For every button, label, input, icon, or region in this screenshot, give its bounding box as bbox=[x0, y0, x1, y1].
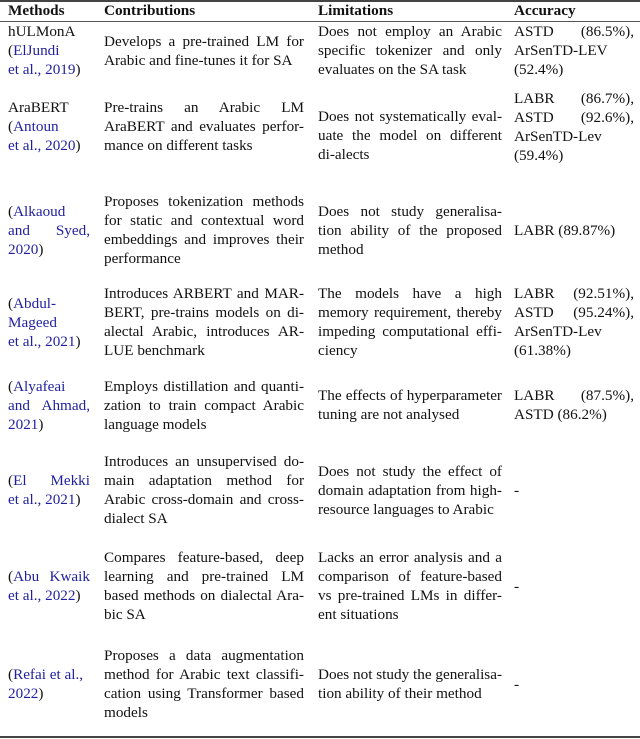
header-contributions: Contributions bbox=[104, 2, 196, 19]
method-cell: (Abu Kwaik et al., 2022) bbox=[8, 568, 90, 604]
citation-link[interactable]: et al., 2021 bbox=[8, 491, 76, 508]
accuracy-value: - bbox=[514, 675, 520, 693]
table-row bbox=[0, 634, 640, 734]
header-methods: Methods bbox=[8, 2, 65, 19]
header-accuracy: Accuracy bbox=[514, 2, 576, 19]
limitation-text: Lacks an error analysis and a comparison of feature-based vs pre-trained LMs in differ-ent situations bbox=[318, 549, 502, 623]
citation-link[interactable]: and bbox=[8, 396, 30, 414]
accuracy-cell bbox=[514, 184, 634, 276]
citation-link[interactable]: et al., 2022 bbox=[8, 587, 76, 604]
limitation-cell bbox=[318, 368, 502, 442]
accuracy-dataset: ASTD bbox=[514, 23, 554, 40]
contribution-cell bbox=[104, 22, 304, 80]
contribution-text: Pre-trains an Arabic LM AraBERT and evaluates perfor-mance on different tasks bbox=[104, 99, 304, 154]
citation-link[interactable]: Antoun bbox=[13, 118, 59, 135]
citation-link[interactable]: Refai et al., bbox=[13, 666, 84, 683]
citation-link[interactable]: Abdul- bbox=[13, 294, 57, 312]
contribution-cell bbox=[104, 442, 304, 538]
accuracy-value: (86.7%), bbox=[580, 90, 634, 107]
limitation-text: The models have a high memory requirement, thereby impeding computational effi-ciency bbox=[318, 285, 502, 359]
citation-link[interactable]: 2022 bbox=[8, 685, 39, 702]
method-cell: (Refai et al., 2022) bbox=[8, 666, 84, 702]
accuracy-cell bbox=[514, 368, 634, 442]
limitation-cell bbox=[318, 442, 502, 538]
contribution-cell bbox=[104, 634, 304, 734]
limitation-text: The effects of hyperparameter tuning are not analysed bbox=[318, 387, 502, 423]
table-row bbox=[0, 22, 640, 90]
citation-link[interactable]: et al., 2019 bbox=[8, 61, 76, 78]
citation-link[interactable]: Kwaik bbox=[49, 568, 90, 585]
limitation-cell bbox=[318, 184, 502, 276]
contribution-cell bbox=[104, 184, 304, 276]
limitation-cell bbox=[318, 22, 502, 80]
method-cell: (Alkaoud and Syed, 2020) bbox=[8, 202, 90, 258]
accuracy-cell bbox=[514, 22, 634, 80]
table-row bbox=[0, 368, 640, 442]
table-row bbox=[0, 276, 640, 368]
header-limitations: Limitations bbox=[318, 2, 394, 19]
citation-link[interactable]: Alkaoud bbox=[13, 202, 66, 220]
accuracy-cell bbox=[514, 442, 634, 538]
citation-link[interactable]: 2021 bbox=[8, 415, 39, 433]
limitation-text: Does not study the effect of domain adaptation from high-resource languages to Arabic bbox=[318, 462, 502, 518]
accuracy-dataset: LABR bbox=[514, 387, 555, 404]
citation-link[interactable]: Ahmad, bbox=[41, 396, 90, 414]
method-cell: AraBERT (Antoun et al., 2020) bbox=[8, 90, 90, 192]
accuracy-cell bbox=[514, 89, 634, 167]
contribution-text: Employs distillation and quanti-zation to train compact Arabic language models bbox=[104, 377, 304, 433]
limitation-cell bbox=[318, 276, 502, 368]
accuracy-value: - bbox=[514, 481, 520, 499]
citation-link[interactable]: Alyafeai bbox=[13, 377, 66, 395]
citation-link[interactable]: et al., 2020 bbox=[8, 137, 76, 154]
accuracy-dataset: ArSenTD-Lev bbox=[514, 128, 602, 145]
bottom-rule bbox=[0, 736, 640, 738]
accuracy-cell bbox=[514, 634, 634, 734]
table-row bbox=[0, 538, 640, 634]
citation-link[interactable]: 2020 bbox=[8, 240, 39, 258]
table-row bbox=[0, 90, 640, 184]
citation-link[interactable]: Syed, bbox=[55, 221, 90, 239]
limitation-cell bbox=[318, 634, 502, 734]
accuracy-value: (61.38%) bbox=[514, 342, 571, 359]
accuracy-cell bbox=[514, 538, 634, 634]
limitation-text: Does not systematically eval-uate the model on different di-alects bbox=[318, 108, 502, 163]
contribution-text: Introduces an unsupervised do-main adaptation method for Arabic cross-domain and cross-dialect SA bbox=[104, 453, 304, 527]
table-row bbox=[0, 184, 640, 276]
citation-link[interactable]: ElJundi bbox=[13, 42, 60, 59]
accuracy-value: (52.4%) bbox=[514, 61, 564, 78]
citation-link[interactable]: Mageed bbox=[8, 313, 57, 331]
accuracy-dataset: ASTD bbox=[514, 109, 554, 126]
accuracy-dataset: ASTD bbox=[514, 304, 554, 321]
limitation-text: Does not study the generalisa-tion ability of their method bbox=[318, 666, 502, 702]
contribution-text: Proposes a data augmentation method for Arabic text classifi-cation using Transformer based models bbox=[104, 647, 304, 721]
accuracy-dataset: LABR bbox=[514, 285, 555, 302]
contribution-text: Compares feature-based, deep learning and pre-trained LM based methods on dialectal Ara-bic SA bbox=[104, 549, 304, 623]
accuracy-value: (86.5%), bbox=[580, 23, 634, 40]
method-cell: (Alyafeai and Ahmad, 2021) bbox=[8, 377, 90, 433]
limitation-cell bbox=[318, 538, 502, 634]
contribution-cell bbox=[104, 276, 304, 368]
method-cell: (El Mekki et al., 2021) bbox=[8, 472, 90, 508]
accuracy-value: LABR (89.87%) bbox=[514, 221, 616, 239]
contribution-cell bbox=[104, 98, 304, 156]
citation-link[interactable]: et al., 2021 bbox=[8, 332, 76, 350]
accuracy-value: (92.51%), bbox=[573, 285, 634, 302]
method-name: hULMonA bbox=[8, 23, 76, 40]
method-name: AraBERT bbox=[8, 99, 69, 116]
accuracy-dataset: ArSenTD-LEV bbox=[514, 42, 608, 59]
accuracy-value: (92.6%), bbox=[580, 109, 634, 126]
method-cell: (Abdul- Mageed et al., 2021) bbox=[8, 294, 81, 350]
accuracy-value: (59.4%) bbox=[514, 147, 564, 164]
contribution-cell bbox=[104, 538, 304, 634]
contribution-text: Develops a pre-trained LM for Arabic and fine-tunes it for SA bbox=[104, 33, 304, 69]
accuracy-dataset: ArSenTD-Lev bbox=[514, 323, 602, 340]
accuracy-dataset: LABR bbox=[514, 90, 555, 107]
citation-link[interactable]: Mekki bbox=[50, 472, 90, 489]
accuracy-value: (95.24%), bbox=[573, 304, 634, 321]
contribution-text: Proposes tokenization methods for static and contextual word embeddings and improves their performance bbox=[104, 193, 304, 267]
method-cell: hULMonA (ElJundi et al., 2019) bbox=[8, 22, 90, 90]
accuracy-value: (87.5%), bbox=[580, 387, 634, 404]
citation-link[interactable]: and bbox=[8, 221, 30, 239]
limitation-cell bbox=[318, 107, 502, 165]
accuracy-cell bbox=[514, 276, 634, 368]
citation-link[interactable]: El bbox=[13, 472, 27, 489]
citation-link[interactable]: Abu bbox=[13, 568, 40, 585]
contribution-cell bbox=[104, 368, 304, 442]
accuracy-value: - bbox=[514, 577, 520, 595]
limitation-text: Does not employ an Arabic specific tokenizer and only evaluates on the SA task bbox=[318, 23, 502, 78]
limitation-text: Does not study generalisa-tion ability of the proposed method bbox=[318, 202, 502, 258]
contribution-text: Introduces ARBERT and MAR-BERT, pre-trains models on di-alectal Arabic, introduces AR-LUE benchmark bbox=[104, 285, 304, 359]
accuracy-value: ASTD (86.2%) bbox=[514, 406, 607, 423]
table-row bbox=[0, 442, 640, 538]
